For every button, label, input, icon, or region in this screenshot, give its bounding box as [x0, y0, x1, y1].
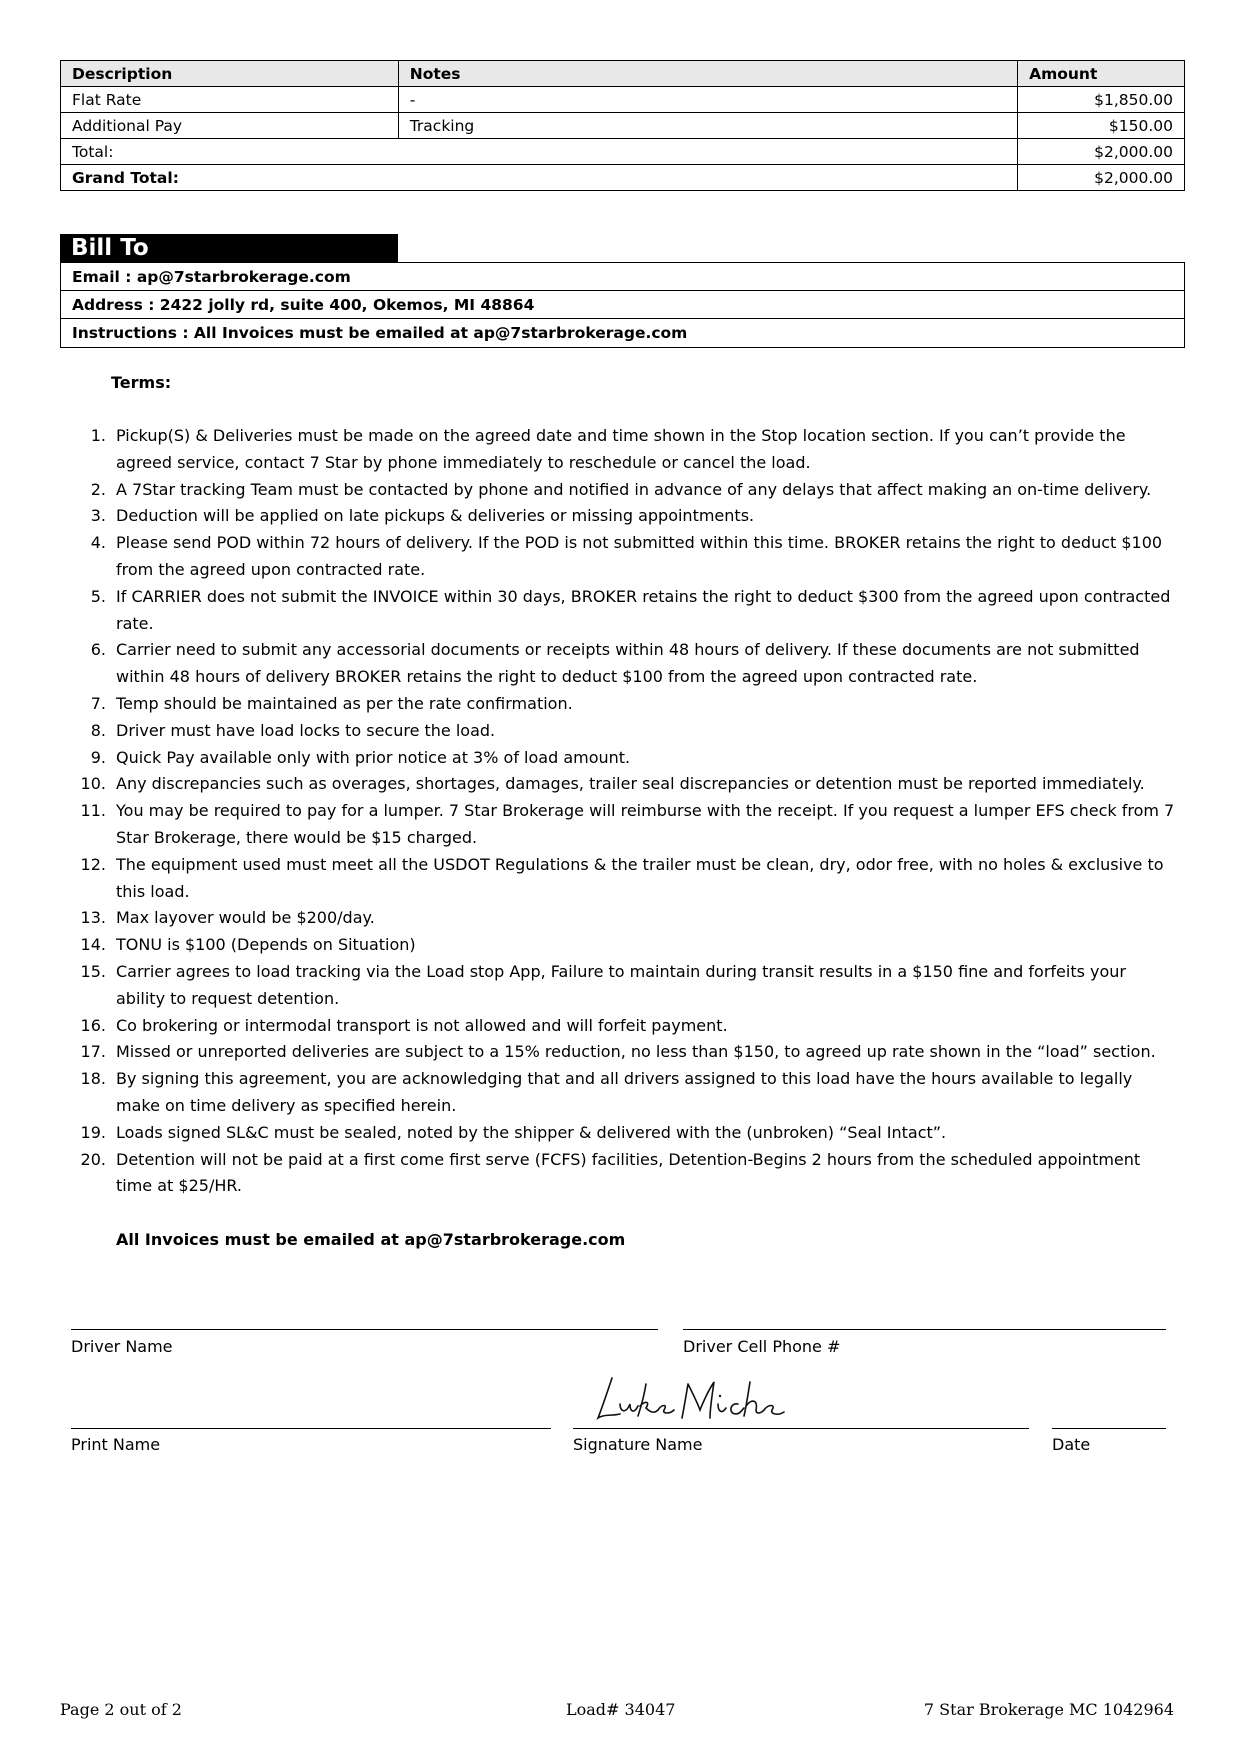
terms-item-number: 10.	[80, 774, 106, 794]
terms-item-text: If CARRIER does not submit the INVOICE within 30 days, BROKER retains the right to deduct $300 from the agreed upon contracted rate.	[116, 586, 1171, 633]
terms-item	[70, 1147, 1180, 1201]
terms-item-number: 11.	[80, 801, 106, 821]
terms-item-number: 9.	[90, 747, 106, 767]
terms-item	[70, 932, 1180, 959]
description-header: Description	[61, 61, 399, 87]
charge-notes: -	[398, 87, 1017, 113]
terms-item	[70, 1120, 1180, 1147]
terms-item	[70, 503, 1180, 530]
bill-to-heading: Bill To	[60, 234, 398, 262]
terms-item-text: Pickup(S) & Deliveries must be made on the agreed date and time shown in the Stop location section. If you can’t provide the agreed service, contact 7 Star by phone immediately to reschedule or cancel the load.	[116, 426, 1126, 472]
terms-item-number: 13.	[80, 908, 106, 928]
load-number: Load# 34047	[566, 1700, 676, 1719]
terms-item-number: 15.	[80, 961, 106, 981]
invoice-note: All Invoices must be emailed at ap@7starbrokerage.com	[116, 1230, 626, 1249]
terms-item	[70, 584, 1180, 638]
print-name-label: Print Name	[71, 1435, 161, 1454]
terms-item	[70, 691, 1180, 718]
terms-item-number: 7.	[90, 693, 106, 713]
terms-item-text: Missed or unreported deliveries are subject to a 15% reduction, no less than $150, to agreed up rate shown in the “load” section.	[116, 1042, 1156, 1062]
terms-item-text: Deduction will be applied on late pickups & deliveries or missing appointments.	[116, 506, 755, 526]
bill-to-email: Email : ap@7starbrokerage.com	[61, 263, 1184, 291]
terms-item-text: Co brokering or intermodal transport is not allowed and will forfeit payment.	[116, 1015, 728, 1035]
grand-total-label: Grand Total:	[61, 165, 1018, 191]
terms-item-text: Temp should be maintained as per the rate confirmation.	[116, 693, 573, 713]
charge-description: Additional Pay	[61, 113, 399, 139]
signature-name-label: Signature Name	[573, 1435, 703, 1454]
terms-label: Terms:	[111, 373, 172, 392]
terms-item	[70, 477, 1180, 504]
terms-item-number: 17.	[80, 1042, 106, 1062]
signature-name-line	[573, 1428, 1029, 1429]
terms-item	[70, 745, 1180, 772]
terms-item-text: TONU is $100 (Depends on Situation)	[116, 935, 416, 955]
charge-amount: $1,850.00	[1018, 87, 1185, 113]
terms-item-number: 19.	[80, 1122, 106, 1142]
terms-list	[70, 423, 1180, 1200]
terms-item-number: 2.	[90, 479, 106, 499]
terms-item-text: A 7Star tracking Team must be contacted by phone and notified in advance of any delays that affect making an on-time delivery.	[116, 479, 1152, 499]
bill-to-box	[60, 262, 1185, 348]
date-label: Date	[1052, 1435, 1091, 1454]
terms-item	[70, 905, 1180, 932]
terms-item-text: Max layover would be $200/day.	[116, 908, 375, 928]
driver-name-line	[71, 1329, 658, 1330]
terms-item-text: Any discrepancies such as overages, shortages, damages, trailer seal discrepancies or detention must be reported immediately.	[116, 774, 1145, 794]
charge-amount: $150.00	[1018, 113, 1185, 139]
page-number: Page 2 out of 2	[60, 1700, 182, 1719]
charge-description: Flat Rate	[61, 87, 399, 113]
terms-item	[70, 798, 1180, 852]
grand-total-row	[61, 165, 1185, 191]
charges-table	[60, 60, 1185, 191]
driver-name-label: Driver Name	[71, 1337, 173, 1356]
signature-image	[590, 1370, 790, 1428]
terms-item-number: 16.	[80, 1015, 106, 1035]
total-label: Total:	[61, 139, 1018, 165]
terms-item-number: 20.	[80, 1149, 106, 1169]
terms-item-number: 12.	[80, 854, 106, 874]
amount-header: Amount	[1018, 61, 1185, 87]
total-row	[61, 139, 1185, 165]
terms-item-text: Carrier agrees to load tracking via the Load stop App, Failure to maintain during transit results in a $150 fine and forfeits your ability to request detention.	[116, 961, 1126, 1008]
terms-item-text: Loads signed SL&C must be sealed, noted by the shipper & delivered with the (unbroken) “Seal Intact”.	[116, 1122, 947, 1142]
terms-item-text: Please send POD within 72 hours of delivery. If the POD is not submitted within this time. BROKER retains the right to deduct $100 from the agreed upon contracted rate.	[116, 533, 1163, 579]
grand-total-amount: $2,000.00	[1018, 165, 1185, 191]
notes-header: Notes	[398, 61, 1017, 87]
print-name-line	[71, 1428, 551, 1429]
terms-item-number: 18.	[80, 1069, 106, 1089]
total-amount: $2,000.00	[1018, 139, 1185, 165]
terms-item-text: By signing this agreement, you are acknowledging that and all drivers assigned to this load have the hours available to legally make on time delivery as specified herein.	[116, 1069, 1133, 1115]
terms-item-text: Quick Pay available only with prior notice at 3% of load amount.	[116, 747, 631, 767]
terms-item	[70, 1013, 1180, 1040]
terms-item	[70, 852, 1180, 906]
terms-item-text: The equipment used must meet all the USDOT Regulations & the trailer must be clean, dry, odor free, with no holes & exclusive to this load.	[116, 854, 1164, 901]
charge-row	[61, 113, 1185, 139]
terms-item-number: 5.	[90, 586, 106, 606]
terms-item-number: 8.	[90, 720, 106, 740]
terms-item-number: 3.	[90, 506, 106, 526]
terms-item-text: Driver must have load locks to secure the load.	[116, 720, 496, 740]
terms-item-number: 4.	[90, 533, 106, 553]
terms-item	[70, 637, 1180, 691]
terms-item	[70, 771, 1180, 798]
charge-notes: Tracking	[398, 113, 1017, 139]
bill-to-instructions: Instructions : All Invoices must be emailed at ap@7starbrokerage.com	[72, 324, 688, 342]
terms-item	[70, 423, 1180, 477]
terms-item-text: Carrier need to submit any accessorial documents or receipts within 48 hours of delivery. If these documents are not submitted within 48 hours of delivery BROKER retains the right to deduct $100 from the agreed upon contracted rate.	[116, 640, 1140, 687]
terms-item	[70, 959, 1180, 1013]
terms-item-number: 14.	[80, 935, 106, 955]
terms-item-number: 6.	[90, 640, 106, 660]
terms-item	[70, 1066, 1180, 1120]
driver-phone-label: Driver Cell Phone #	[683, 1337, 841, 1356]
terms-item-text: Detention will not be paid at a first come first serve (FCFS) facilities, Detention-Begins 2 hours from the scheduled appointment time at $25/HR.	[116, 1149, 1141, 1196]
terms-item	[70, 718, 1180, 745]
terms-item	[70, 530, 1180, 584]
driver-phone-line	[683, 1329, 1166, 1330]
terms-item	[70, 1039, 1180, 1066]
charges-header-row	[61, 61, 1185, 87]
date-line	[1052, 1428, 1166, 1429]
terms-item-text: You may be required to pay for a lumper. 7 Star Brokerage will reimburse with the receipt. If you request a lumper EFS check from 7 Star Brokerage, there would be $15 charged.	[116, 801, 1175, 847]
charge-row	[61, 87, 1185, 113]
terms-item-number: 1.	[90, 426, 106, 445]
company-mc: 7 Star Brokerage MC 1042964	[923, 1700, 1174, 1719]
bill-to-address: Address : 2422 jolly rd, suite 400, Okemos, MI 48864	[61, 291, 1184, 319]
